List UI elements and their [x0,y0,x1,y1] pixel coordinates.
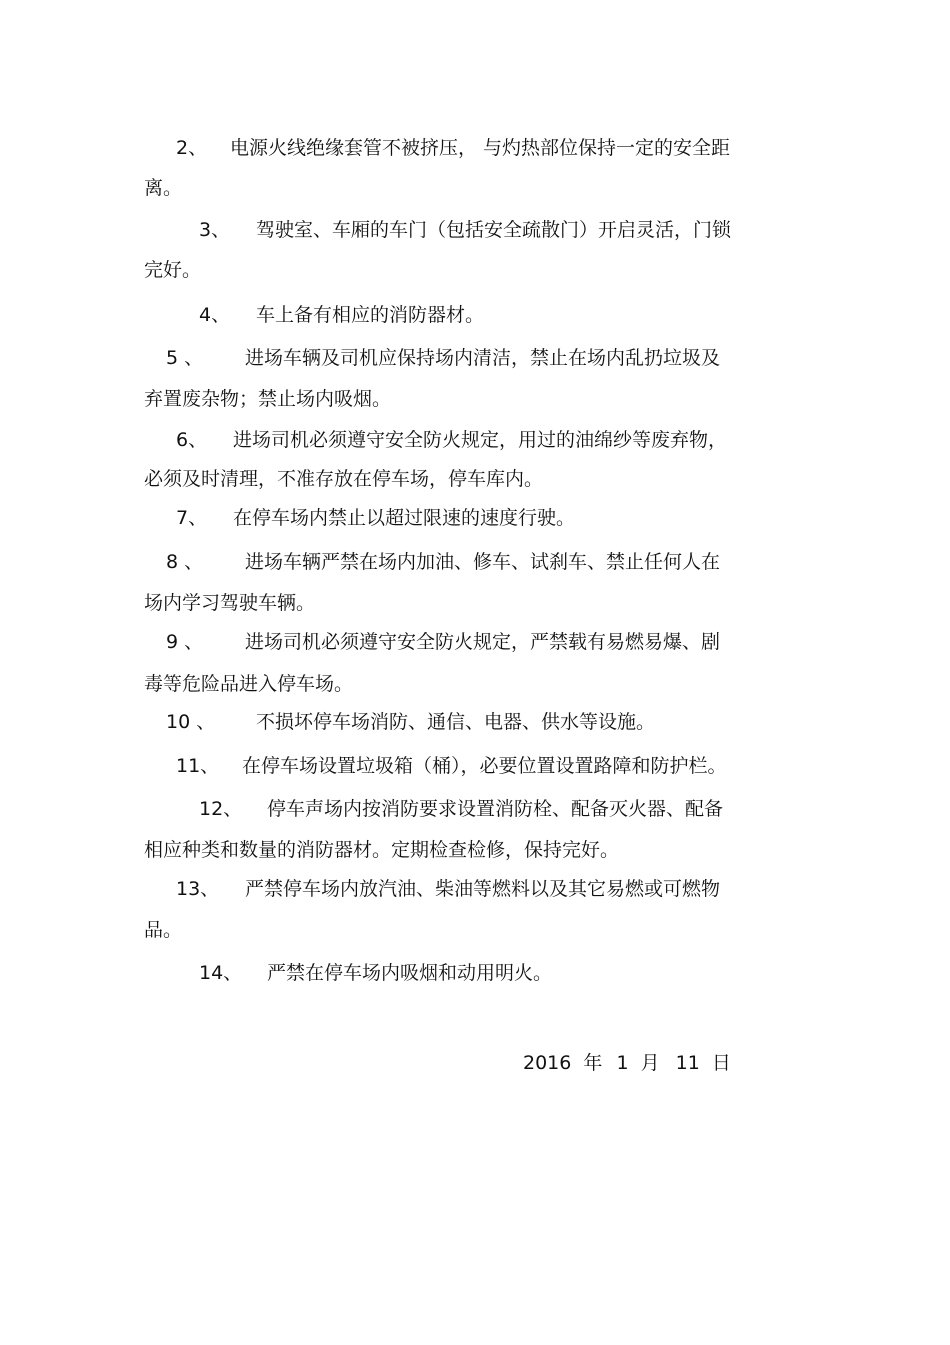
date-day-unit: 日 [711,1052,731,1074]
item-text: 电源火线绝缘套管不被挤压， 与灼热部位保持一定的安全距 [230,137,731,159]
item-number: 12、 [199,798,243,820]
item-number: 11、 [176,755,220,777]
item-number: 6、 [176,429,208,451]
item-text: 驾驶室、车厢的车门（包括安全疏散门）开启灵活，门锁 [256,219,732,241]
item-text-cont: 品。 [144,919,183,941]
item-text-cont: 必须及时清理，不准存放在停车场，停车库内。 [144,468,544,490]
item-number: 9 、 [166,631,204,653]
item-text-cont: 相应种类和数量的消防器材。定期检查检修，保持完好。 [144,839,620,861]
item-text: 进场车辆及司机应保持场内清洁，禁止在场内乱扔垃圾及 [245,347,721,369]
date-year-unit: 年 [583,1052,603,1074]
item-text: 车上备有相应的消防器材。 [256,304,485,326]
item-text-cont: 弃置废杂物；禁止场内吸烟。 [144,388,392,410]
item-text-cont: 场内学习驾驶车辆。 [144,592,316,614]
item-text: 严禁在停车场内吸烟和动用明火。 [267,962,553,984]
item-text: 进场车辆严禁在场内加油、修车、试刹车、禁止任何人在 [245,551,721,573]
item-number: 14、 [199,962,243,984]
item-text: 严禁停车场内放汽油、柴油等燃料以及其它易燃或可燃物 [245,878,721,900]
item-number: 5 、 [166,347,204,369]
item-number: 8 、 [166,551,204,573]
item-text-cont: 毒等危险品进入停车场。 [144,673,354,695]
document-date [523,1051,731,1075]
date-month: 1 [616,1052,629,1074]
item-text: 进场司机必须遵守安全防火规定，用过的油绵纱等废弃物， [233,429,728,451]
item-text-cont: 完好。 [144,259,202,281]
item-text: 停车声场内按消防要求设置消防栓、配备灭火器、配备 [267,798,724,820]
item-number: 7、 [176,507,208,529]
item-text-cont: 离。 [144,177,183,199]
item-text: 在停车场内禁止以超过限速的速度行驶。 [233,507,576,529]
item-text: 进场司机必须遵守安全防火规定，严禁载有易燃易爆、剧 [245,631,721,653]
date-day: 11 [675,1052,700,1074]
item-number: 4、 [199,304,231,326]
item-number: 10 、 [166,711,216,733]
date-year: 2016 [523,1052,572,1074]
item-number: 3、 [199,219,231,241]
item-text: 不损坏停车场消防、通信、电器、供水等设施。 [256,711,656,733]
item-number: 13、 [176,878,220,900]
item-number: 2、 [176,137,208,159]
item-text: 在停车场设置垃圾箱（桶），必要位置设置路障和防护栏。 [242,755,727,777]
date-month-unit: 月 [640,1052,660,1074]
